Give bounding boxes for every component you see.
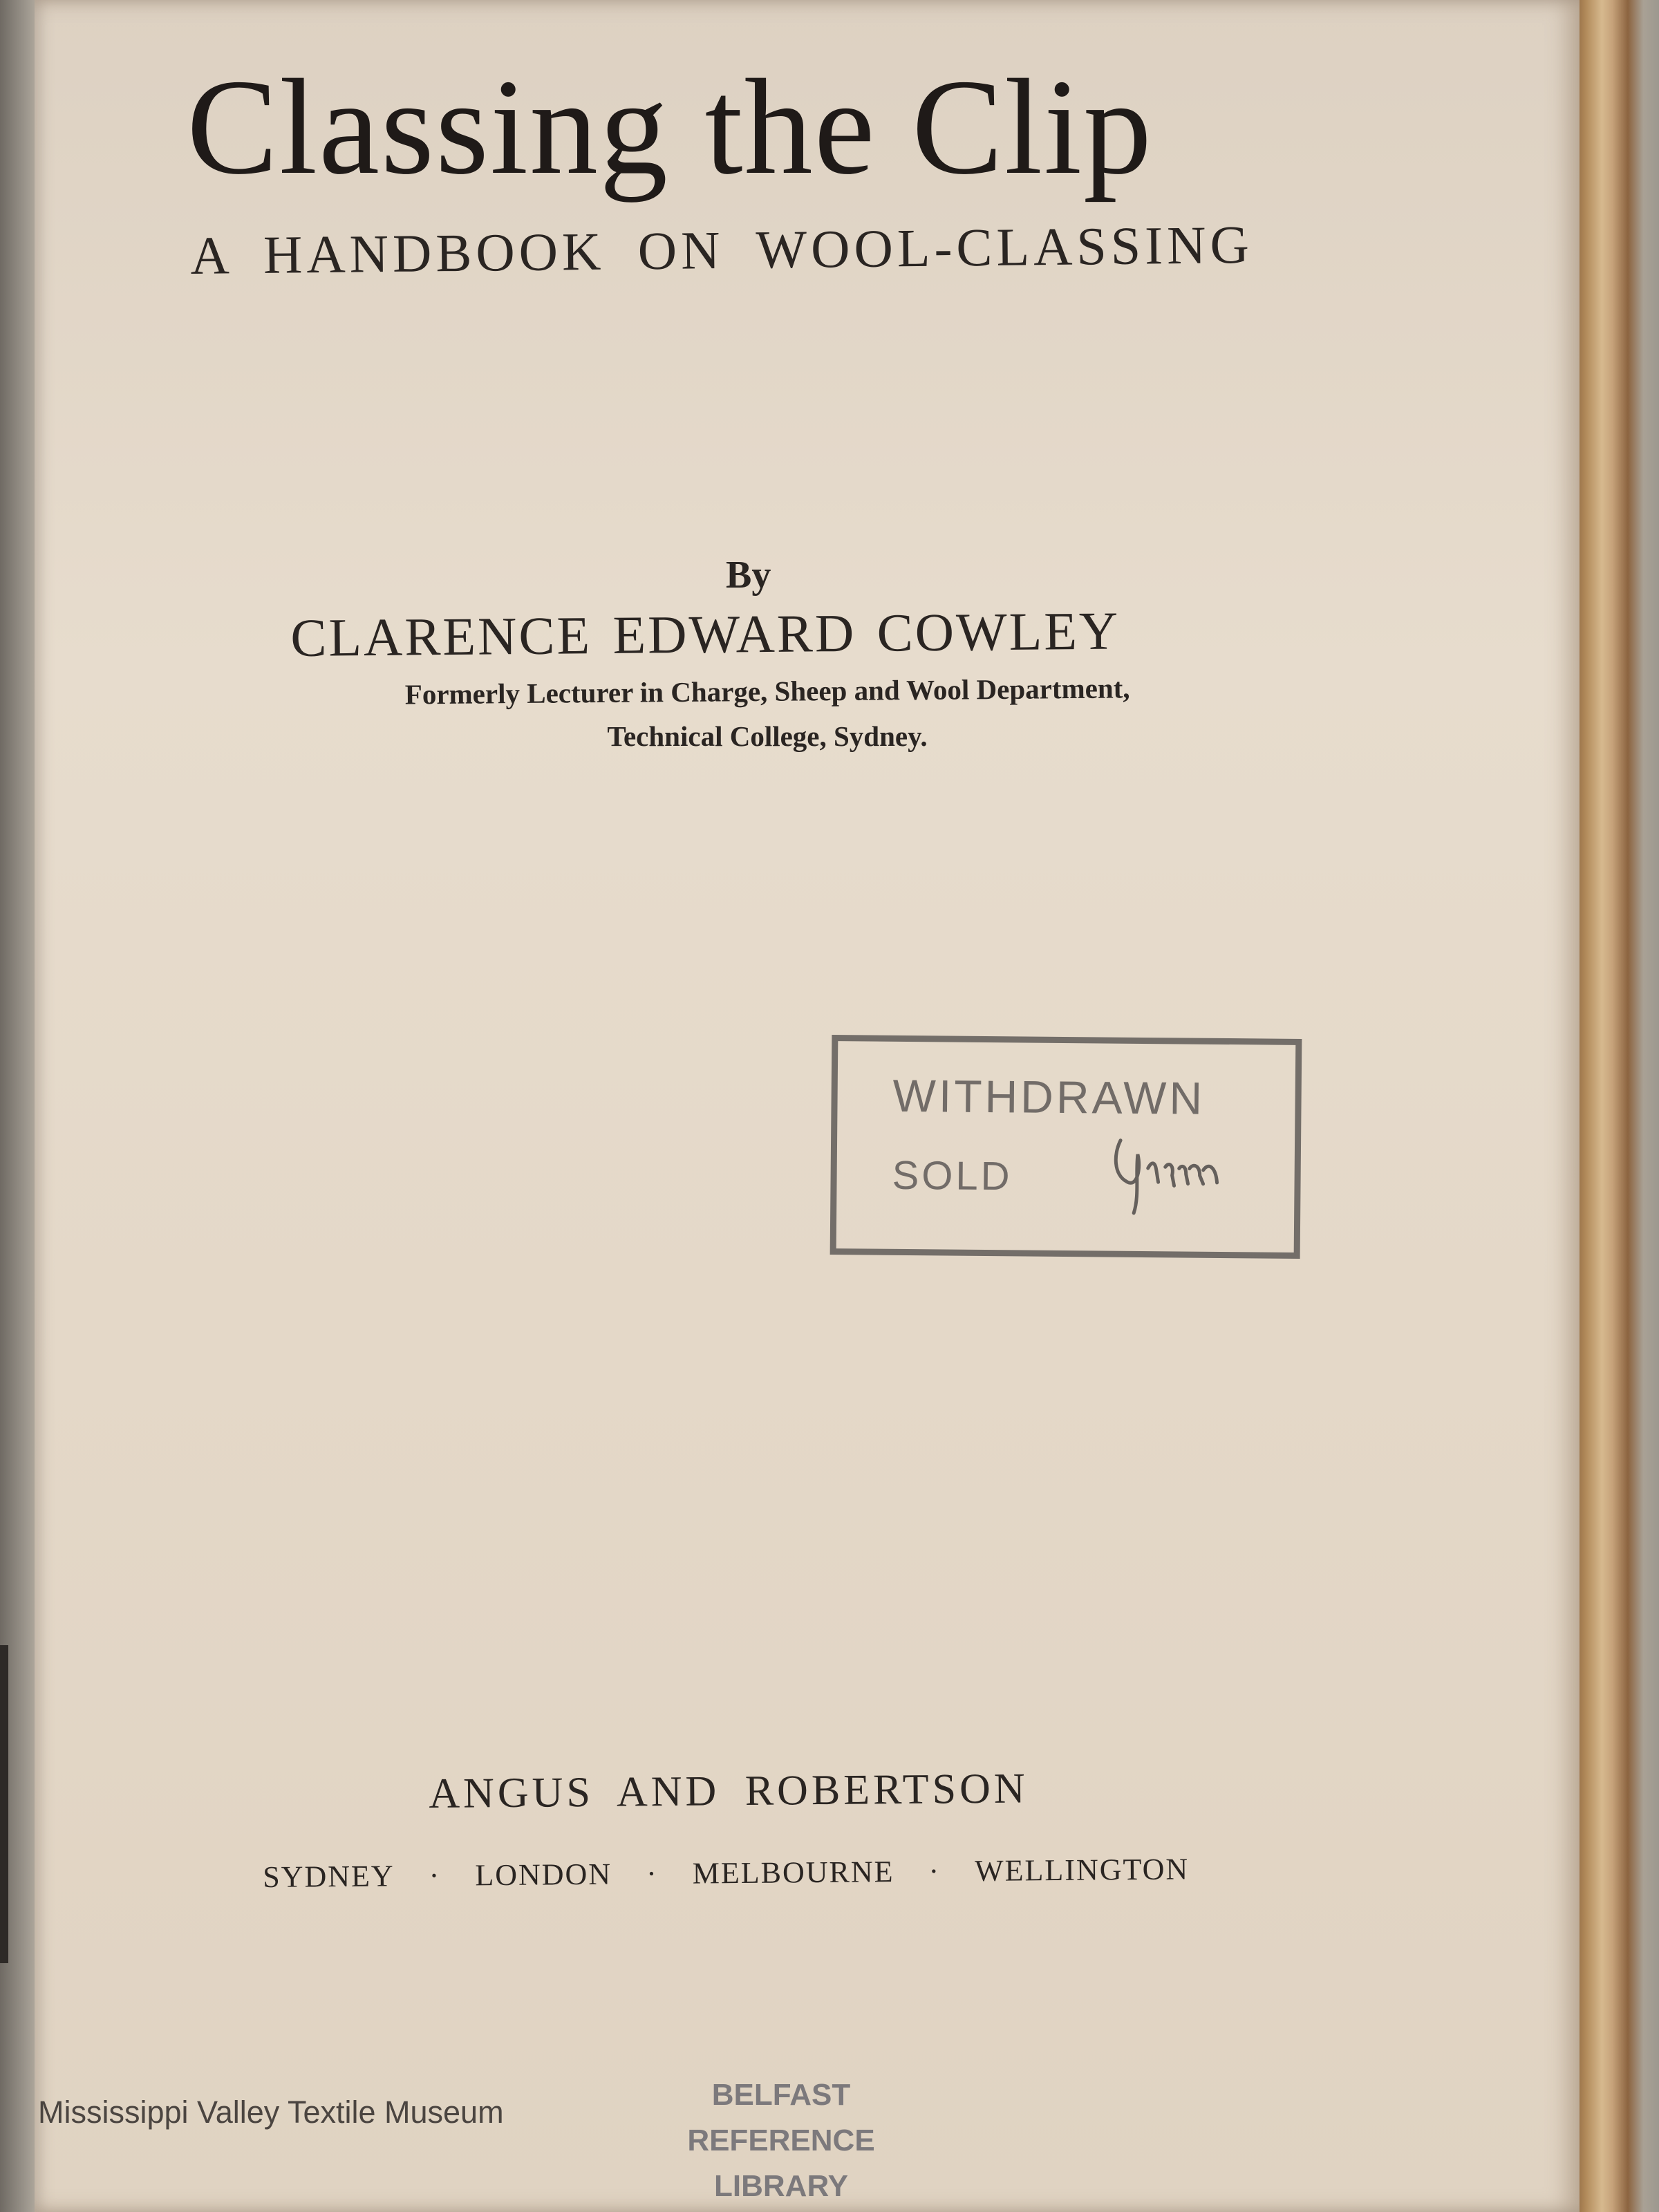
library-stamp-line-3: LIBRARY [714,2169,848,2203]
city-sydney: SYDNEY [263,1859,395,1894]
book-left-shadow [0,1645,8,1963]
stamp-sold-text: SOLD [892,1152,1013,1199]
belfast-library-stamp [657,2072,906,2209]
city-separator: · [429,1858,441,1893]
book-subtitle: A HANDBOOK ON WOOL-CLASSING [190,214,1254,285]
author-credential-line-1: Formerly Lecturer in Charge, Sheep and Wool Department, [404,672,1130,711]
withdrawn-sold-stamp [830,1035,1302,1259]
city-separator: · [928,1854,941,1888]
publisher-name: ANGUS AND ROBERTSON [429,1765,1029,1817]
museum-watermark: Mississippi Valley Textile Museum [38,2094,504,2130]
author-credential-line-2: Technical College, Sydney. [607,720,928,752]
city-separator: · [646,1857,658,1891]
library-stamp-line-1: BELFAST [711,2078,851,2112]
byline-by: By [726,554,771,597]
author-name: CLARENCE EDWARD COWLEY [290,600,1121,668]
library-stamp-line-2: REFERENCE [687,2124,875,2157]
publisher-cities [263,1851,1189,1895]
city-wellington: WELLINGTON [974,1852,1190,1888]
city-london: LONDON [475,1857,612,1893]
handwritten-initials-signature [1099,1126,1238,1217]
book-title: Classing the Clip [187,51,1154,203]
stamp-withdrawn-text: WITHDRAWN [892,1069,1206,1124]
title-page [35,0,1580,2212]
city-melbourne: MELBOURNE [692,1855,894,1891]
